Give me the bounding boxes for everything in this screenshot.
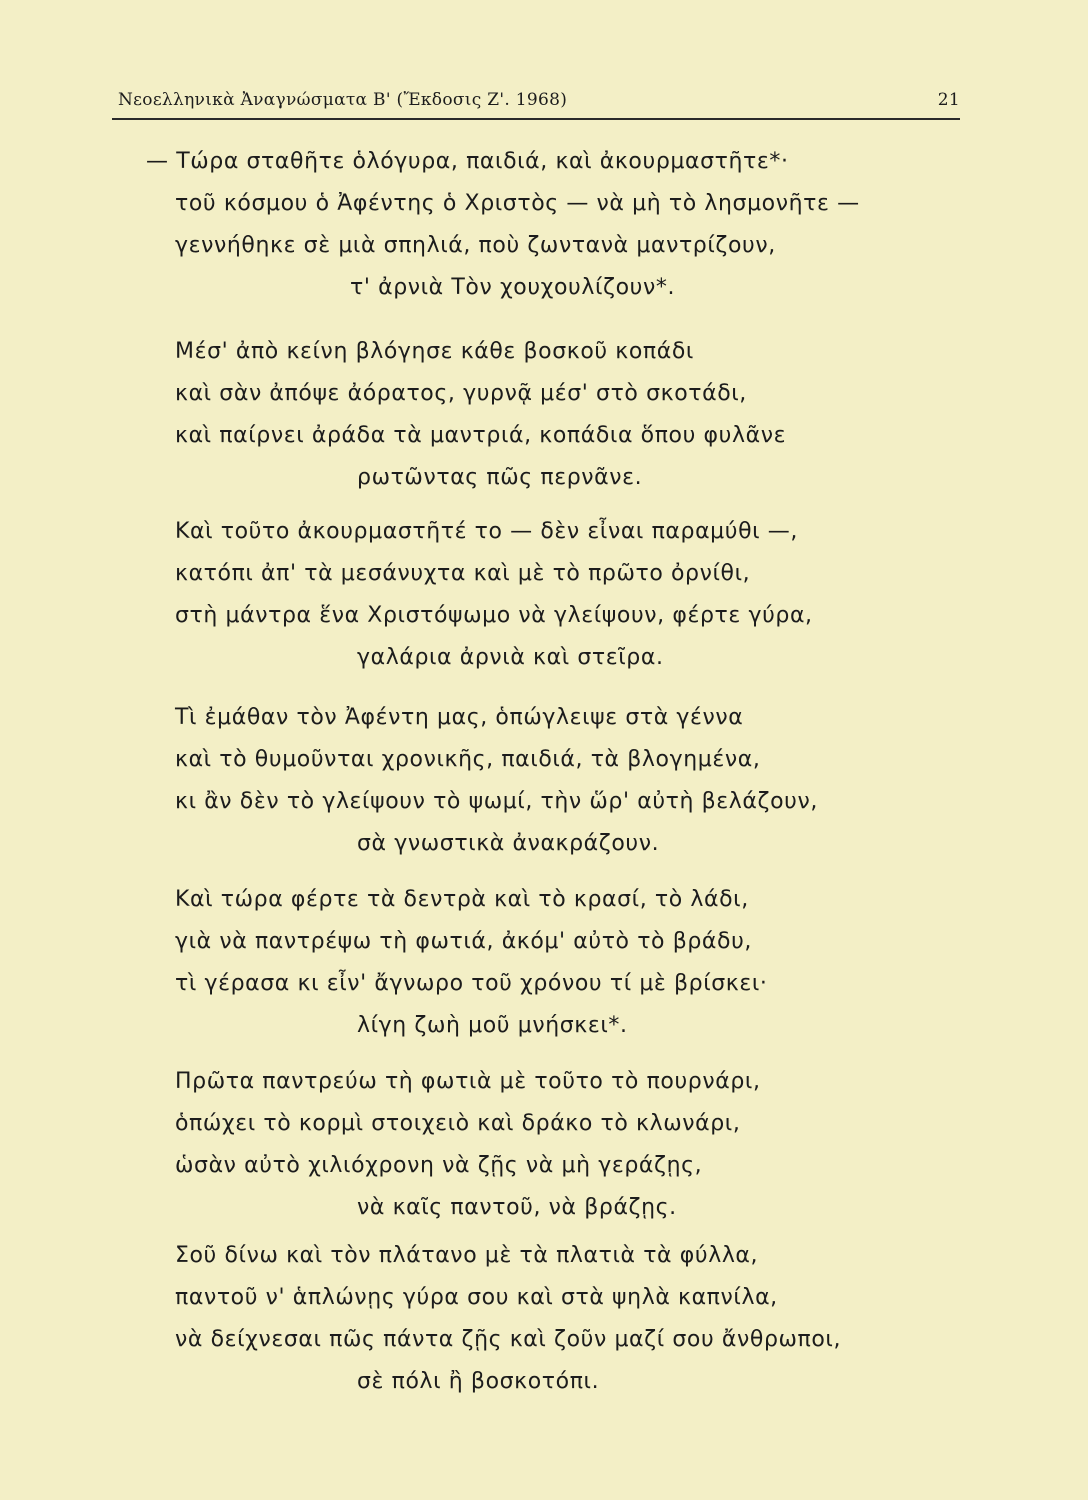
poem-line: Καὶ τοῦτο ἀκουρμαστῆτέ το — δὲν εἶναι παραμύθι —, [175,519,799,544]
poem-line: τὶ γέρασα κι εἶν' ἄγνωρο τοῦ χρόνου τί μὲ βρίσκει· [175,971,768,996]
page-number: 21 [937,90,960,110]
poem-line: ὡσὰν αὐτὸ χιλιόχρονη νὰ ζῇς νὰ μὴ γεράζῃς, [175,1153,703,1178]
running-head-title: Νεοελληνικὰ Ἀναγνώσματα Β' (Ἔκδοσις Ζ'. 1968) [118,90,568,110]
poem-line: καὶ σὰν ἀπόψε ἀόρατος, γυρνᾷ μέσ' στὸ σκοτάδι, [175,381,747,406]
running-head [112,86,960,116]
poem-line: Τὶ ἐμάθαν τὸν Ἀφέντη μας, ὁπώγλειψε στὰ γέννα [175,705,744,730]
poem-line: τοῦ κόσμου ὁ Ἀφέντης ὁ Χριστὸς — νὰ μὴ τὸ λησμονῆτε — [175,191,860,216]
poem-line: Καὶ τώρα φέρτε τὰ δεντρὰ καὶ τὸ κρασί, τὸ λάδι, [175,887,749,912]
poem-line: γαλάρια ἀρνιὰ καὶ στεῖρα. [357,645,664,670]
poem-line: νὰ δείχνεσαι πῶς πάντα ζῇς καὶ ζοῦν μαζί σου ἄνθρωποι, [175,1327,842,1352]
poem-line: ρωτῶντας πῶς περνᾶνε. [357,465,643,490]
poem-line: καὶ τὸ θυμοῦνται χρονικῆς, παιδιά, τὰ βλογημένα, [175,747,761,772]
poem-line: Σοῦ δίνω καὶ τὸν πλάτανο μὲ τὰ πλατιὰ τὰ φύλλα, [175,1243,759,1268]
poem-line: γιὰ νὰ παντρέψω τὴ φωτιά, ἀκόμ' αὐτὸ τὸ βράδυ, [175,929,752,954]
poem-line: ὁπώχει τὸ κορμὶ στοιχειὸ καὶ δράκο τὸ κλωνάρι, [175,1111,741,1136]
poem-line: Μέσ' ἀπὸ κείνη βλόγησε κάθε βοσκοῦ κοπάδι [175,339,694,364]
poem-line: σὰ γνωστικὰ ἀνακράζουν. [357,831,660,856]
poem-line: παντοῦ ν' ἁπλώνῃς γύρα σου καὶ στὰ ψηλὰ καπνίλα, [175,1285,778,1310]
poem-line: — Τώρα σταθῆτε ὁλόγυρα, παιδιά, καὶ ἀκουρμαστῆτε*· [146,149,789,174]
poem-line: γεννήθηκε σὲ μιὰ σπηλιά, ποὺ ζωντανὰ μαντρίζουν, [175,233,776,258]
poem-line: λίγη ζωὴ μοῦ μνήσκει*. [357,1013,628,1038]
poem-line: σὲ πόλι ἢ βοσκοτόπι. [357,1369,600,1394]
poem-line: κι ἂν δὲν τὸ γλείψουν τὸ ψωμί, τὴν ὥρ' αὐτὴ βελάζουν, [175,789,818,814]
poem-line: τ' ἀρνιὰ Τὸν χουχουλίζουν*. [350,275,676,300]
poem-line: στὴ μάντρα ἕνα Χριστόψωμο νὰ γλείψουν, φέρτε γύρα, [175,603,813,628]
poem-line: καὶ παίρνει ἀράδα τὰ μαντριά, κοπάδια ὅπου φυλᾶνε [175,423,787,448]
poem-line: Πρῶτα παντρεύω τὴ φωτιὰ μὲ τοῦτο τὸ πουρνάρι, [175,1069,761,1094]
poem-line: κατόπι ἀπ' τὰ μεσάνυχτα καὶ μὲ τὸ πρῶτο ὀρνίθι, [175,561,751,586]
header-rule [112,118,960,120]
poem-line: νὰ καῖς παντοῦ, νὰ βράζῃς. [357,1195,677,1220]
